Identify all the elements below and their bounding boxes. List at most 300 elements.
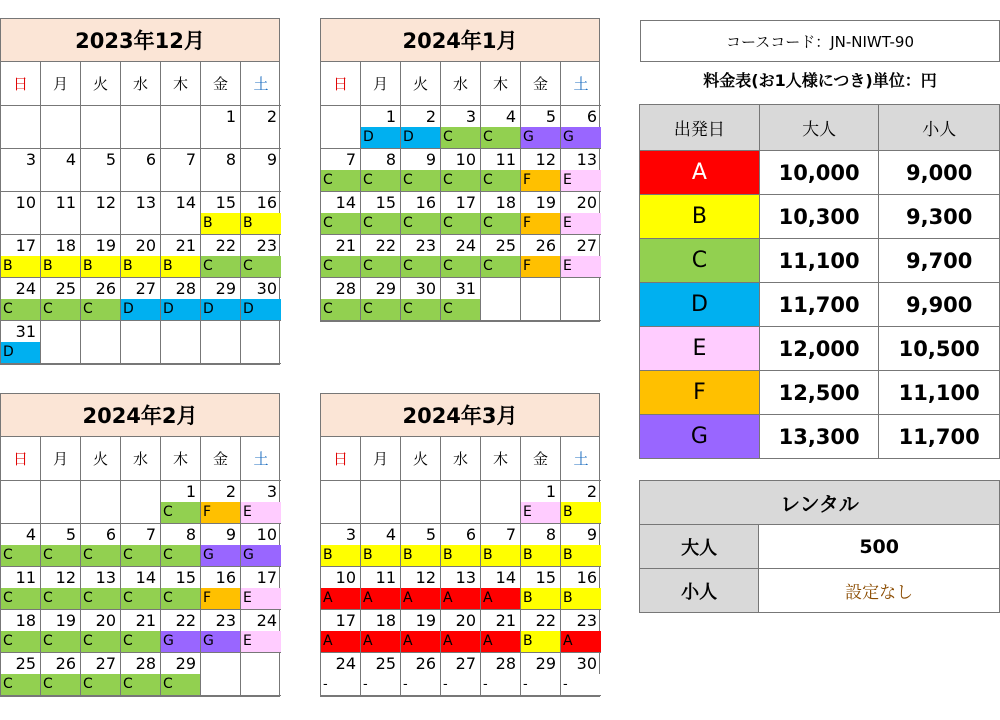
price-row [640,371,1000,415]
day-number: 7 [505,525,516,544]
price-code: C [1,299,40,320]
price-code: C [441,127,480,148]
price-code: B [361,545,400,566]
price-code: C [201,256,240,277]
weekday-header: 水 [121,437,161,481]
day-number: 27 [576,236,597,255]
price-code: - [321,674,360,695]
day-number: 28 [175,279,196,298]
price-code: G [521,127,560,148]
calendar-day [161,524,201,567]
calendar-day [561,610,601,653]
adult-price: 12,000 [759,327,879,371]
weekday-header: 金 [521,62,561,106]
price-code: C [401,299,440,320]
day-number: 22 [215,236,236,255]
day-number: 5 [65,525,76,544]
empty-day [201,653,241,696]
day-number: 29 [175,654,196,673]
price-code: C [481,170,520,191]
calendar-day [441,192,481,235]
calendar-day [441,106,481,149]
price-code: E [241,502,281,523]
price-code: B [561,545,601,566]
calendar-day [41,610,81,653]
empty-day [481,481,521,524]
calendar-day [81,524,121,567]
day-number: 3 [266,482,277,501]
day-number: 14 [495,568,516,587]
rental-title: レンタル [640,481,1000,525]
weekday-header: 木 [161,437,201,481]
day-number: 20 [576,193,597,212]
price-code: E [561,213,601,234]
day-number: 3 [345,525,356,544]
weekday-header: 土 [241,437,281,481]
price-code: A [561,631,601,652]
calendar-day [41,192,81,235]
calendar-day [201,481,241,524]
adult-price: 10,000 [759,151,879,195]
price-code: A [401,631,440,652]
price-code-cell: A [640,151,760,195]
empty-day [241,653,281,696]
calendar-day [561,235,601,278]
calendar-day [321,567,361,610]
day-number: 22 [535,611,556,630]
price-code: C [121,588,160,609]
price-code: C [401,256,440,277]
day-number: 7 [345,150,356,169]
weekday-header: 月 [41,62,81,106]
day-number: 13 [576,150,597,169]
day-number: 4 [25,525,36,544]
price-code: C [41,631,80,652]
weekday-header: 日 [321,437,361,481]
weekday-header: 土 [241,62,281,106]
day-number: 21 [175,236,196,255]
day-number: 19 [55,611,76,630]
empty-day [121,481,161,524]
calendar-day [361,106,401,149]
weekday-header: 金 [201,437,241,481]
calendar-day [41,653,81,696]
price-code: C [401,170,440,191]
price-code: - [561,674,601,695]
calendar-day [41,149,81,192]
day-number: 3 [465,107,476,126]
calendar-day [241,278,281,321]
day-number: 18 [55,236,76,255]
day-number: 23 [256,236,277,255]
price-row [640,239,1000,283]
empty-day [561,278,601,321]
calendar-day [401,149,441,192]
price-code: C [81,631,120,652]
rental-child-label: 小人 [640,569,759,613]
calendar-day [361,653,401,696]
day-number: 15 [375,193,396,212]
price-code: B [241,213,281,234]
day-number: 12 [535,150,556,169]
day-number: 7 [145,525,156,544]
price-code: E [561,170,601,191]
day-number: 8 [545,525,556,544]
weekday-header: 土 [561,437,601,481]
price-code: D [201,299,240,320]
price-code: A [401,588,440,609]
day-number: 26 [95,279,116,298]
calendar-day [201,567,241,610]
price-code: C [441,170,480,191]
calendar-day [361,149,401,192]
calendar-day [561,567,601,610]
calendar-day [401,235,441,278]
calendar-day [1,524,41,567]
calendar-day [81,567,121,610]
price-code: - [401,674,440,695]
day-number: 30 [256,279,277,298]
price-header-row [640,105,1000,151]
price-code: C [1,588,40,609]
calendar-day [561,481,601,524]
calendar-day [401,278,441,321]
day-number: 10 [455,150,476,169]
calendar-day [121,192,161,235]
price-code: C [41,588,80,609]
empty-day [401,481,441,524]
day-number: 2 [425,107,436,126]
calendar-day [41,524,81,567]
price-code: B [401,545,440,566]
day-number: 14 [135,568,156,587]
price-code: C [81,545,120,566]
empty-day [81,481,121,524]
day-number: 8 [185,525,196,544]
day-number: 29 [535,654,556,673]
calendar-day [481,149,521,192]
calendar-day [521,106,561,149]
adult-price: 11,700 [759,283,879,327]
price-code: B [161,256,200,277]
calendar-day [401,192,441,235]
price-code: B [521,545,560,566]
calendar-day [361,235,401,278]
day-number: 12 [415,568,436,587]
calendar-day [81,149,121,192]
price-code: B [121,256,160,277]
day-number: 23 [576,611,597,630]
day-number: 2 [586,482,597,501]
day-number: 19 [415,611,436,630]
calendar-day [241,235,281,278]
calendar-day [401,653,441,696]
price-code: F [521,256,560,277]
price-code: C [121,674,160,695]
calendar-day [521,524,561,567]
price-code: F [521,213,560,234]
calendar-day [401,524,441,567]
price-code: D [241,299,281,320]
calendar-day [441,653,481,696]
day-number: 5 [425,525,436,544]
calendar-day [521,149,561,192]
calendar-day [521,653,561,696]
price-code: C [361,213,400,234]
calendar-day [321,235,361,278]
calendar-day [521,610,561,653]
calendar-day [321,524,361,567]
day-number: 14 [335,193,356,212]
day-number: 26 [55,654,76,673]
price-code: C [441,299,480,320]
calendar-day [121,278,161,321]
price-code: A [321,631,360,652]
calendar-day [161,235,201,278]
price-code: C [481,256,520,277]
calendar-day [481,106,521,149]
calendar-day [201,106,241,149]
price-code: G [161,631,200,652]
calendar-day [1,235,41,278]
day-number: 25 [375,654,396,673]
price-code: G [241,545,281,566]
price-row [640,283,1000,327]
child-price: 9,300 [879,195,1000,239]
day-number: 25 [15,654,36,673]
day-number: 2 [266,107,277,126]
calendar-day [161,610,201,653]
calendar-day [321,192,361,235]
price-code: A [361,631,400,652]
day-number: 24 [256,611,277,630]
day-number: 21 [335,236,356,255]
day-number: 19 [535,193,556,212]
day-number: 13 [455,568,476,587]
price-code: B [1,256,40,277]
day-number: 17 [15,236,36,255]
calendar-day [241,149,281,192]
calendar-day [481,567,521,610]
day-number: 5 [105,150,116,169]
price-row [640,195,1000,239]
price-code: D [161,299,200,320]
day-number: 27 [455,654,476,673]
calendar-day [121,524,161,567]
calendar-day [81,235,121,278]
day-number: 15 [215,193,236,212]
empty-day [201,321,241,364]
price-code: B [521,631,560,652]
price-code: C [81,674,120,695]
day-number: 28 [335,279,356,298]
day-number: 24 [335,654,356,673]
adult-price: 11,100 [759,239,879,283]
weekday-header: 水 [121,62,161,106]
day-number: 24 [455,236,476,255]
price-code: A [481,588,520,609]
weekday-header: 火 [401,62,441,106]
weekday-header: 木 [161,62,201,106]
calendar-day [121,653,161,696]
rental-adult-value: 500 [759,525,1000,569]
weekday-header: 日 [321,62,361,106]
weekday-header: 月 [41,437,81,481]
day-number: 6 [465,525,476,544]
calendar-day [481,610,521,653]
price-code: C [41,299,80,320]
day-number: 16 [256,193,277,212]
price-code: E [241,631,281,652]
weekday-header: 木 [481,437,521,481]
day-number: 11 [375,568,396,587]
calendar-day [561,106,601,149]
day-number: 21 [135,611,156,630]
day-number: 1 [185,482,196,501]
empty-day [521,278,561,321]
calendar-day [441,278,481,321]
empty-day [81,106,121,149]
calendar-day [481,653,521,696]
price-code: B [201,213,240,234]
calendar-day [81,278,121,321]
price-code: C [161,545,200,566]
empty-day [41,481,81,524]
empty-day [41,321,81,364]
calendar-day [561,149,601,192]
calendar-day [481,235,521,278]
calendar-day [481,192,521,235]
day-number: 29 [215,279,236,298]
day-number: 17 [455,193,476,212]
day-number: 14 [175,193,196,212]
calendar-day [1,567,41,610]
empty-day [1,481,41,524]
day-number: 10 [335,568,356,587]
day-number: 12 [55,568,76,587]
weekday-header: 火 [81,62,121,106]
empty-day [161,321,201,364]
empty-day [121,106,161,149]
calendar-day [201,235,241,278]
empty-day [161,106,201,149]
calendar-day [121,567,161,610]
calendar-day [201,192,241,235]
price-code: A [481,631,520,652]
day-number: 6 [105,525,116,544]
rental-child-value: 設定なし [759,569,1000,613]
price-row [640,415,1000,459]
price-code: C [161,502,200,523]
price-code: C [321,213,360,234]
price-row [640,327,1000,371]
calendar-day [401,610,441,653]
weekday-header: 火 [81,437,121,481]
calendar-day [241,481,281,524]
price-code: C [1,674,40,695]
day-number: 6 [586,107,597,126]
calendar-day [361,192,401,235]
day-number: 31 [455,279,476,298]
calendar-day [241,106,281,149]
calendar-day [1,278,41,321]
empty-day [481,278,521,321]
calendar-title: 2023年12月 [1,19,279,62]
day-number: 3 [25,150,36,169]
weekday-header: 水 [441,62,481,106]
empty-day [41,106,81,149]
day-number: 1 [385,107,396,126]
price-code: F [201,502,240,523]
price-code: C [441,213,480,234]
price-table [639,104,1000,459]
day-number: 25 [495,236,516,255]
child-price: 9,700 [879,239,1000,283]
price-code-cell: E [640,327,760,371]
price-code: B [561,502,601,523]
header-child: 小人 [879,105,1000,151]
day-number: 13 [95,568,116,587]
day-number: 20 [135,236,156,255]
day-number: 18 [15,611,36,630]
price-code: A [441,588,480,609]
day-number: 5 [545,107,556,126]
adult-price: 13,300 [759,415,879,459]
calendar-title: 2024年1月 [321,19,599,62]
price-code: C [1,545,40,566]
weekday-header: 水 [441,437,481,481]
price-code: C [1,631,40,652]
calendar-day [521,481,561,524]
price-code: B [41,256,80,277]
calendar-title: 2024年3月 [321,394,599,437]
day-number: 27 [95,654,116,673]
day-number: 15 [535,568,556,587]
calendar-day [121,149,161,192]
price-code: D [361,127,400,148]
day-number: 16 [215,568,236,587]
day-number: 11 [495,150,516,169]
price-code: E [241,588,281,609]
calendar-day [401,106,441,149]
day-number: 26 [415,654,436,673]
day-number: 23 [415,236,436,255]
calendar-day [361,567,401,610]
weekday-header: 月 [361,62,401,106]
day-number: 20 [95,611,116,630]
calendar-day [1,192,41,235]
weekday-header: 土 [561,62,601,106]
calendar-day [81,192,121,235]
calendar-day [41,278,81,321]
price-code: C [481,213,520,234]
weekday-header: 日 [1,437,41,481]
calendar-day [401,567,441,610]
calendar-day [561,524,601,567]
calendar-day [521,192,561,235]
calendar-day [161,481,201,524]
price-caption: 料金表(お1人様につき)単位：円 [703,71,937,90]
calendar-day [561,653,601,696]
empty-day [241,321,281,364]
price-code-cell: B [640,195,760,239]
day-number: 18 [495,193,516,212]
price-code: C [441,256,480,277]
day-number: 1 [225,107,236,126]
calendar-day [321,610,361,653]
day-number: 20 [455,611,476,630]
price-code: B [521,588,560,609]
